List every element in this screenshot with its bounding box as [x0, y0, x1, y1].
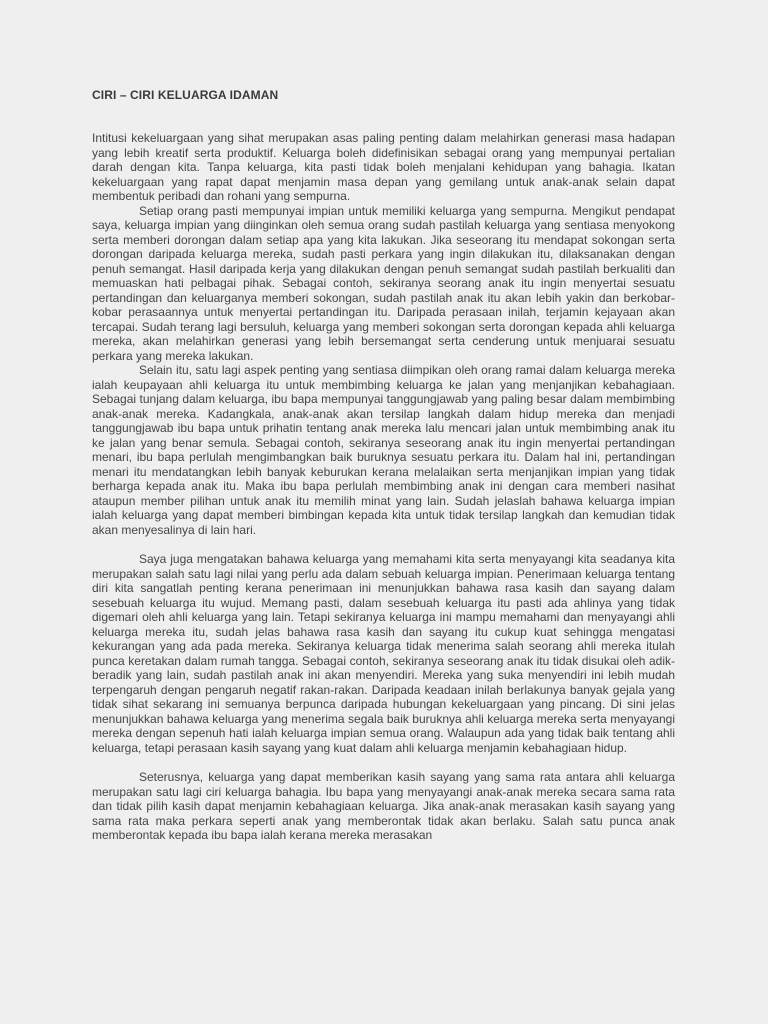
- document-body: [92, 131, 675, 843]
- paragraph-support: Setiap orang pasti mempunyai impian untuk memiliki keluarga yang sempurna. Mengikut pendapat saya, keluarga impian yang diinginkan oleh semua orang sudah pastilah keluarga yang sentiasa menyokong serta memberi dorongan dalam setiap apa yang kita lakukan. Jika seseorang itu mendapat sokongan serta dorongan daripada keluarga mereka, sudah pasti perkara yang ingin dilakukan itu, dilaksanakan dengan penuh semangat. Hasil daripada kerja yang dilakukan dengan penuh semangat sudah pastilah berkualiti dan memuaskan hati pelbagai pihak. Sebagai contoh, sekiranya seorang anak itu ingin menyertai sesuatu pertandingan dan keluarganya memberi sokongan, sudah pastilah anak itu akan lebih yakin dan berkobar-kobar perasaannya untuk menyertai pertandingan itu. Daripada perasaan inilah, terjamin kejayaan akan tercapai. Sudah terang lagi bersuluh, keluarga yang memberi sokongan serta dorongan kepada ahli keluarga mereka, akan melahirkan generasi yang lebih bersemangat serta cenderung untuk menjuarai sesuatu perkara yang mereka lakukan.: [92, 203, 675, 363]
- paragraph-equal-love: Seterusnya, keluarga yang dapat memberikan kasih sayang yang sama rata antara ahli keluarga merupakan satu lagi ciri keluarga bahagia. Ibu bapa yang menyayangi anak-anak mereka secara sama rata dan tidak pilih kasih dapat menjamin kebahagiaan keluarga. Jika anak-anak merasakan kasih sayang yang sama rata maka perkara seperti anak yang memberontak tidak akan berlaku. Salah satu punca anak memberontak kepada ibu bapa ialah kerana mereka merasakan: [92, 770, 675, 842]
- paragraph-intro: Intitusi kekeluargaan yang sihat merupakan asas paling penting dalam melahirkan generasi masa hadapan yang lebih kreatif serta produktif. Keluarga boleh didefinisikan sebagai orang yang mempunyai pertalian darah dengan kita. Tanpa keluarga, kita pasti tidak boleh menjalani kehidupan yang bahagia. Ikatan kekeluargaan yang rapat dapat menjamin masa depan yang gemilang untuk anak-anak selain dapat membentuk peribadi dan rohani yang sempurna.: [92, 131, 675, 203]
- paragraph-guidance: Selain itu, satu lagi aspek penting yang sentiasa diimpikan oleh orang ramai dalam keluarga mereka ialah keupayaan ahli keluarga itu untuk membimbing keluarga ke jalan yang menjanjikan kebahagiaan. Sebagai tunjang dalam keluarga, ibu bapa mempunyai tanggungjawab yang paling besar dalam membimbing anak-anak mereka. Kadangkala, anak-anak akan tersilap langkah dalam hidup mereka dan menjadi tanggungjawab ibu bapa untuk prihatin tentang anak mereka lalu mencari jalan untuk membimbing anak itu ke jalan yang benar semula. Sebagai contoh, sekiranya seseorang anak itu ingin menyertai pertandingan menari, ibu bapa perlulah mengimbangkan baik buruknya sesuatu perkara itu. Dalam hal ini, pertandingan menari itu mendatangkan lebih banyak keburukan kerana melalaikan serta menjanjikan impian yang tidak berharga kepada anak itu. Maka ibu bapa perlulah membimbing anak ini dengan cara memberi nasihat ataupun member pilihan untuk anak itu memilih minat yang lain. Sudah jelaslah bahawa keluarga impian ialah keluarga yang dapat memberi bimbingan kepada kita untuk tidak tersilap langkah dan kemudian tidak akan menyesalinya di lain hari.: [92, 363, 675, 537]
- paragraph-acceptance: Saya juga mengatakan bahawa keluarga yang memahami kita serta menyayangi kita seadanya kita merupakan salah satu lagi nilai yang perlu ada dalam sebuah keluarga impian. Penerimaan keluarga tentang diri kita sangatlah penting kerana penerimaan ini menunjukkan bahawa rasa kasih dan sayang dalam sesebuah keluarga itu wujud. Memang pasti, dalam sesebuah keluarga itu pasti ada ahlinya yang tidak digemari oleh ahli keluarga yang lain. Tetapi sekiranya keluarga ini mampu memahami dan menyayangi ahli keluarga mereka itu, sudah jelas bahawa rasa kasih dan sayang itu cukup kuat sehingga mengatasi kekurangan yang ada pada mereka. Sekiranya keluarga tidak menerima salah seorang ahli mereka itulah punca keretakan dalam rumah tangga. Sebagai contoh, sekiranya seseorang anak itu tidak disukai oleh adik-beradik yang lain, sudah pastilah anak ini akan menyendiri. Mereka yang suka menyendiri ini lebih mudah terpengaruh dengan pengaruh negatif rakan-rakan. Daripada keadaan inilah berlakunya banyak gejala yang tidak sihat sekarang ini semuanya berpunca daripada hubungan kekeluargaan yang pincang. Di sini jelas menunjukkan bahawa keluarga yang menerima segala baik buruknya ahli keluarga mereka serta menyayangi mereka dengan sepenuh hati ialah keluarga impian semua orang. Walaupun ada yang tidak baik tentang ahli keluarga, tetapi perasaan kasih sayang yang kuat dalam ahli keluarga menjamin kebahagiaan hidup.: [92, 552, 675, 755]
- document-title: CIRI – CIRI KELUARGA IDAMAN: [92, 88, 279, 102]
